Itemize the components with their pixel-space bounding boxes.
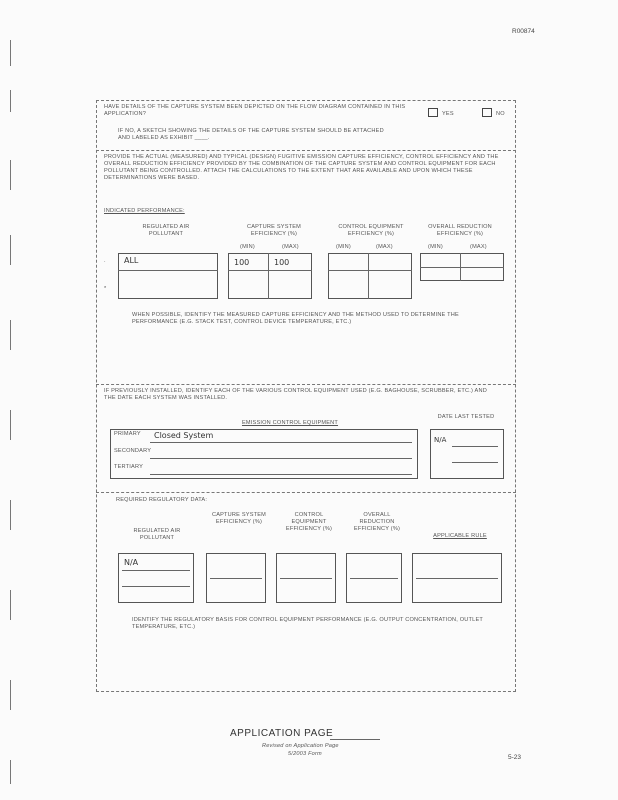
required-data-title: REQUIRED REGULATORY DATA: — [116, 497, 208, 503]
col-capture-efficiency: CAPTURE SYSTEM EFFICIENCY (%) — [246, 224, 302, 237]
margin-mark — [10, 90, 11, 112]
date-field-2[interactable] — [452, 462, 498, 463]
margin-mark — [10, 680, 11, 710]
overall-max-label: (MAX) — [470, 244, 487, 250]
capture-row-divider — [228, 270, 312, 271]
required-col-rule: APPLICABLE RULE — [433, 533, 487, 539]
control-row-divider — [328, 270, 412, 271]
required-col-overall: OVERALL REDUCTION EFFICIENCY (%) — [353, 512, 401, 532]
row-marker: . — [104, 258, 106, 264]
no-label: NO — [496, 111, 505, 117]
flow-question: HAVE DETAILS OF THE CAPTURE SYSTEM BEEN DEPICTED ON THE FLOW DIAGRAM CONTAINED IN THIS APPLICATION? — [104, 104, 406, 117]
secondary-label: SECONDARY — [114, 448, 152, 454]
margin-mark — [10, 760, 11, 784]
no-checkbox[interactable] — [482, 108, 492, 117]
required-capture-line — [210, 578, 262, 579]
pollutant-row-divider — [118, 270, 218, 271]
yes-label: YES — [442, 111, 454, 117]
required-overall-line — [350, 578, 398, 579]
required-col-control: CONTROL EQUIPMENT EFFICIENCY (%) — [285, 512, 333, 532]
margin-mark — [10, 590, 11, 620]
primary-value: Closed System — [154, 431, 214, 440]
required-col-capture: CAPTURE SYSTEM EFFICIENCY (%) — [211, 512, 267, 525]
efficiency-question: PROVIDE THE ACTUAL (MEASURED) AND TYPICAL (DESIGN) FUGITIVE EMISSION CAPTURE EFFICIENCY, CONTROL EFFICIENCY AND THE OVERALL REDUCTION EFFICIENCY PROVIDED BY THE COMBINATION OF THE CAPTURE SYSTEM AND CONTROL EQUIPMENT FOR EACH POLLUTANT BEING CONTROLLED. ATTACH THE CALCULATIONS TO THE EXTENT THAT ARE AVAILABLE AND UPON WHICH THESE DETERMINATIONS WERE BASED. — [104, 154, 499, 181]
row1-capture-max: 100 — [274, 258, 290, 267]
margin-mark — [10, 40, 11, 66]
divider — [96, 492, 516, 493]
date-value: N/A — [434, 436, 447, 444]
yes-checkbox[interactable] — [428, 108, 438, 117]
required-pollutant-line-2 — [122, 586, 190, 587]
margin-mark — [10, 500, 11, 530]
capture-col-divider — [268, 253, 269, 299]
required-rule-line — [416, 578, 498, 579]
flow-question-note: IF NO, A SKETCH SHOWING THE DETAILS OF THE CAPTURE SYSTEM SHOULD BE ATTACHED AND LABELED AS EXHIBIT ____. — [118, 128, 384, 141]
tertiary-field[interactable] — [150, 474, 412, 475]
required-pollutant-line-1 — [122, 570, 190, 571]
document-id: R00874 — [512, 28, 535, 35]
overall-row-divider — [420, 267, 504, 268]
overall-min-label: (MIN) — [428, 244, 443, 250]
control-efficiency-box — [328, 253, 412, 299]
divider — [96, 150, 516, 151]
equipment-question: IF PREVIOUSLY INSTALLED, IDENTIFY EACH OF THE VARIOUS CONTROL EQUIPMENT USED (E.G. BAGHOUSE, SCRUBBER, ETC.) AND THE DATE EACH SYSTEM WAS INSTALLED. — [104, 388, 487, 401]
date-field-1[interactable] — [452, 446, 498, 447]
date-last-tested-title: DATE LAST TESTED — [437, 414, 495, 420]
control-min-label: (MIN) — [336, 244, 351, 250]
control-max-label: (MAX) — [376, 244, 393, 250]
required-footnote: IDENTIFY THE REGULATORY BASIS FOR CONTROL EQUIPMENT PERFORMANCE (E.G. OUTPUT CONCENTRATION, OUTLET TEMPERATURE, ETC.) — [132, 617, 483, 630]
col-control-efficiency: CONTROL EQUIPMENT EFFICIENCY (%) — [338, 224, 404, 237]
margin-mark — [10, 160, 11, 190]
secondary-field[interactable] — [150, 458, 412, 459]
footer-title: APPLICATION PAGE — [230, 728, 334, 739]
margin-mark — [10, 235, 11, 265]
row1-pollutant: ALL — [124, 256, 139, 265]
footer-subtitle-2: 5/2003 Form — [288, 751, 322, 757]
control-col-divider — [368, 253, 369, 299]
capture-min-label: (MIN) — [240, 244, 255, 250]
primary-label: PRIMARY — [114, 431, 141, 437]
margin-mark — [10, 320, 11, 350]
tertiary-label: TERTIARY — [114, 464, 144, 470]
row1-capture-min: 100 — [234, 258, 250, 267]
col-regulated-pollutant: REGULATED AIR POLLUTANT — [142, 224, 190, 237]
required-control-line — [280, 578, 332, 579]
footer-title-line — [330, 739, 380, 740]
col-overall-efficiency: OVERALL REDUCTION EFFICIENCY (%) — [428, 224, 492, 237]
margin-mark — [10, 410, 11, 440]
required-row1-value: N/A — [124, 558, 139, 567]
footer-subtitle-1: Revised on Application Page — [262, 743, 339, 749]
equipment-center-title: EMISSION CONTROL EQUIPMENT — [241, 420, 339, 426]
divider — [96, 384, 516, 385]
primary-field[interactable] — [150, 442, 412, 443]
page-number: 5-23 — [508, 754, 522, 761]
indicated-performance-title: INDICATED PERFORMANCE: — [104, 208, 185, 214]
capture-max-label: (MAX) — [282, 244, 299, 250]
efficiency-footnote: WHEN POSSIBLE, IDENTIFY THE MEASURED CAPTURE EFFICIENCY AND THE METHOD USED TO DETERMINE THE PERFORMANCE (E.G. STACK TEST, CONTROL DEVICE TEMPERATURE, ETC.) — [132, 312, 459, 325]
required-col-pollutant: REGULATED AIR POLLUTANT — [133, 528, 181, 541]
row-marker: * — [104, 286, 107, 292]
